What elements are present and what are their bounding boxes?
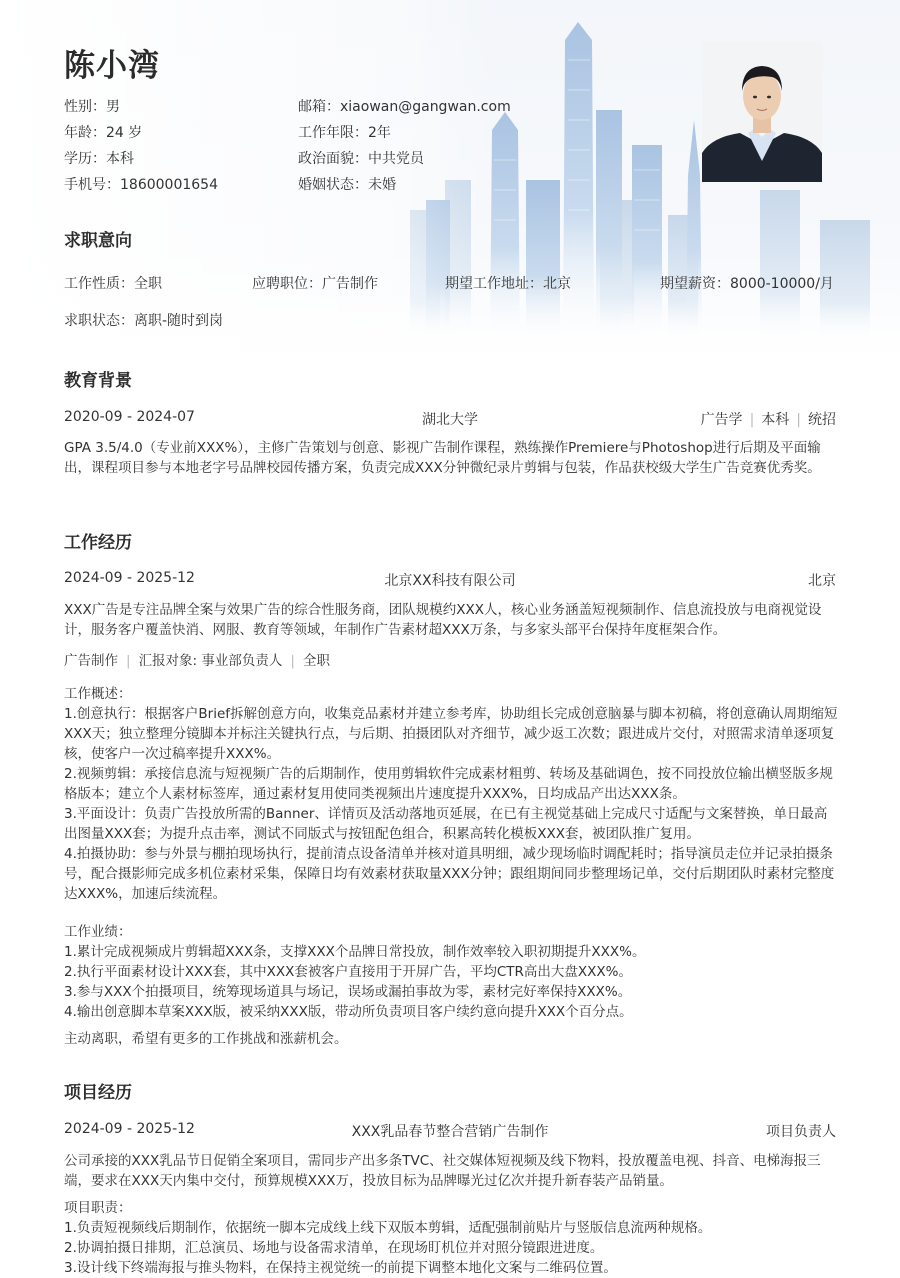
project-duties-title: 项目职责：: [64, 1200, 132, 1216]
work-mode: 全职: [302, 653, 330, 669]
section-title-work: 工作经历: [64, 533, 132, 553]
education-description: GPA 3.5/4.0（专业前XXX%），主修广告策划与创意、影视广告制作课程，熟练操作Premiere与Photoshop进行后期及平面输出，课程项目参与本地老字号品牌校园传播方案，负责完成XXX分钟微纪录片剪辑与包装，作品获校级大学生广告竞赛优秀奖。: [64, 440, 821, 476]
project-description: 公司承接的XXX乳品节日促销全案项目，需同步产出多条TVC、社交媒体短视频及线下物料，投放覆盖电视、抖音、电梯海报三端，要求在XXX天内集中交付，预算规模XXX万，投放目标为品牌曝光过亿次并提升新春装产品销量。: [64, 1153, 821, 1189]
education-label: 学历：: [64, 151, 106, 167]
work-years-row: [298, 122, 391, 142]
work-result-item: 4.输出创意脚本草案XXX版，被采纳XXX版，带动所负责项目客户续约意向提升XXX个百分点。: [64, 1004, 633, 1020]
intent-type-label: 工作性质：: [64, 276, 134, 292]
education-period: 2020-09 - 2024-07: [64, 409, 195, 425]
phone-row: [64, 174, 218, 194]
intent-status-value: 离职-随时到岗: [134, 313, 224, 329]
politics-value: 中共党员: [368, 151, 424, 167]
education-row: [64, 148, 134, 168]
project-period: 2024-09 - 2025-12: [64, 1121, 195, 1137]
intent-position: [252, 273, 378, 293]
intent-location-label: 期望工作地址：: [445, 276, 543, 292]
project-duties: [64, 1198, 838, 1278]
intent-type-value: 全职: [134, 276, 162, 292]
politics-row: [298, 148, 424, 168]
project-name: XXX乳品春节整合营销广告制作: [351, 1124, 549, 1140]
work-result-item: 1.累计完成视频成片剪辑超XXX条，支撑XXX个品牌日常投放，制作效率较入职初期提升XXX%。: [64, 944, 646, 960]
age-row: [64, 122, 142, 142]
intent-status-label: 求职状态：: [64, 313, 134, 329]
intent-salary-label: 期望薪资：: [660, 276, 730, 292]
work-overview-item: 3.平面设计：负责广告投放所需的Banner、详情页及活动落地页延展，在已有主视觉基础上完成尺寸适配与文案替换，单日最高出图量XXX套；为提升点击率，测试不同版式与按钮配色组合，积累高转化模板XXX套，被团队推广复用。: [64, 806, 828, 842]
intent-type: [64, 273, 162, 293]
intent-position-value: 广告制作: [322, 276, 378, 292]
intent-status: [64, 310, 223, 330]
work-result-item: 2.执行平面素材设计XXX套，其中XXX套被客户直接用于开屏广告，平均CTR高出大盘XXX%。: [64, 964, 632, 980]
work-role: 广告制作: [64, 653, 118, 669]
work-company: 北京XX科技有限公司: [384, 573, 516, 589]
work-header: [64, 570, 836, 590]
email-value: xiaowan@gangwan.com: [340, 99, 511, 115]
age-value: 24 岁: [106, 125, 143, 141]
education-school: 湖北大学: [422, 412, 478, 428]
email-label: 邮箱：: [298, 99, 340, 115]
work-overview: [64, 684, 838, 904]
section-title-education: 教育背景: [64, 371, 132, 391]
work-results-title: 工作业绩：: [64, 924, 132, 940]
work-city: 北京: [808, 573, 836, 589]
project-header: [64, 1121, 836, 1141]
education-header: [64, 409, 836, 429]
politics-label: 政治面貌：: [298, 151, 368, 167]
work-overview-item: 1.创意执行：根据客户Brief拆解创意方向，收集竞品素材并建立参考库，协助组长完成创意脑暴与脚本初稿，将创意确认周期缩短XXX天；独立整理分镜脚本并标注关键执行点，与后期、拍摄团队对齐细节，减少返工次数；跟进成片交付，对照需求清单逐项复核，使客户一次过稿率提升XXX%。: [64, 706, 838, 762]
work-report: 汇报对象: 事业部负责人: [138, 653, 283, 669]
gender-row: [64, 96, 120, 116]
intent-salary: [660, 273, 834, 293]
gender-label: 性别：: [64, 99, 106, 115]
phone-label: 手机号：: [64, 177, 120, 193]
work-overview-title: 工作概述：: [64, 686, 132, 702]
work-years-label: 工作年限：: [298, 125, 368, 141]
gender-value: 男: [106, 99, 120, 115]
intent-salary-value: 8000-10000/月: [730, 276, 834, 292]
intent-position-label: 应聘职位：: [252, 276, 322, 292]
marital-value: 未婚: [368, 177, 396, 193]
company-description: XXX广告是专注品牌全案与效果广告的综合性服务商，团队规模约XXX人，核心业务涵盖短视频制作、信息流投放与电商视觉设计，服务客户覆盖快消、网服、教育等领域，年制作广告素材超XXX万条，与多家头部平台保持年度框架合作。: [64, 602, 822, 638]
intent-location: [445, 273, 571, 293]
work-results: [64, 922, 838, 1022]
marital-label: 婚姻状态：: [298, 177, 368, 193]
section-title-intent: 求职意向: [64, 231, 132, 251]
project-duty-item: 3.设计线下终端海报与推头物料，在保持主视觉统一的前提下调整本地化文案与二维码位置。: [64, 1260, 617, 1276]
marital-row: [298, 174, 396, 194]
age-label: 年龄：: [64, 125, 106, 141]
education-degree: 本科: [761, 412, 790, 428]
education-major: 广告学: [700, 412, 743, 428]
email-row: [298, 96, 511, 116]
project-duty-item: 2.协调拍摄日排期，汇总演员、场地与设备需求清单，在现场盯机位并对照分镜跟进进度。: [64, 1240, 604, 1256]
education-value: 本科: [106, 151, 134, 167]
work-result-item: 3.参与XXX个拍摄项目，统筹现场道具与场记，误场或漏拍事故为零，素材完好率保持XXX%。: [64, 984, 632, 1000]
phone-value: 18600001654: [120, 177, 218, 193]
work-period: 2024-09 - 2025-12: [64, 570, 195, 586]
leave-reason: 主动离职，希望有更多的工作挑战和涨薪机会。: [64, 1031, 348, 1047]
project-role: 项目负责人: [766, 1124, 836, 1140]
work-overview-item: 2.视频剪辑：承接信息流与短视频广告的后期制作，使用剪辑软件完成素材粗剪、转场及基础调色，按不同投放位输出横竖版多规格版本；建立个人素材标签库，通过素材复用使同类视频出片速度提升XXX%，日均成品产出达XXX条。: [64, 766, 833, 802]
work-tags: 广告制作 | 汇报对象: 事业部负责人 | 全职: [64, 653, 330, 669]
section-title-project: 项目经历: [64, 1083, 132, 1103]
candidate-name: 陈小湾: [64, 48, 160, 84]
profile-photo: [702, 41, 822, 182]
work-years-value: 2年: [368, 125, 391, 141]
project-duty-item: 1.负责短视频线后期制作，依据统一脚本完成线上线下双版本剪辑，适配强制前贴片与竖版信息流两种规格。: [64, 1220, 712, 1236]
work-overview-item: 4.拍摄协助：参与外景与棚拍现场执行，提前清点设备清单并核对道具明细，减少现场临时调配耗时；指导演员走位并记录拍摄条号，配合摄影师完成多机位素材采集，保障日均有效素材获取量XXX分钟；跟组期间同步整理场记单，交付后期团队时素材完整度达XXX%，加速后续流程。: [64, 846, 835, 902]
intent-location-value: 北京: [543, 276, 571, 292]
education-mode: 统招: [808, 412, 836, 428]
education-tags: 广告学 | 本科 | 统招: [700, 412, 836, 428]
